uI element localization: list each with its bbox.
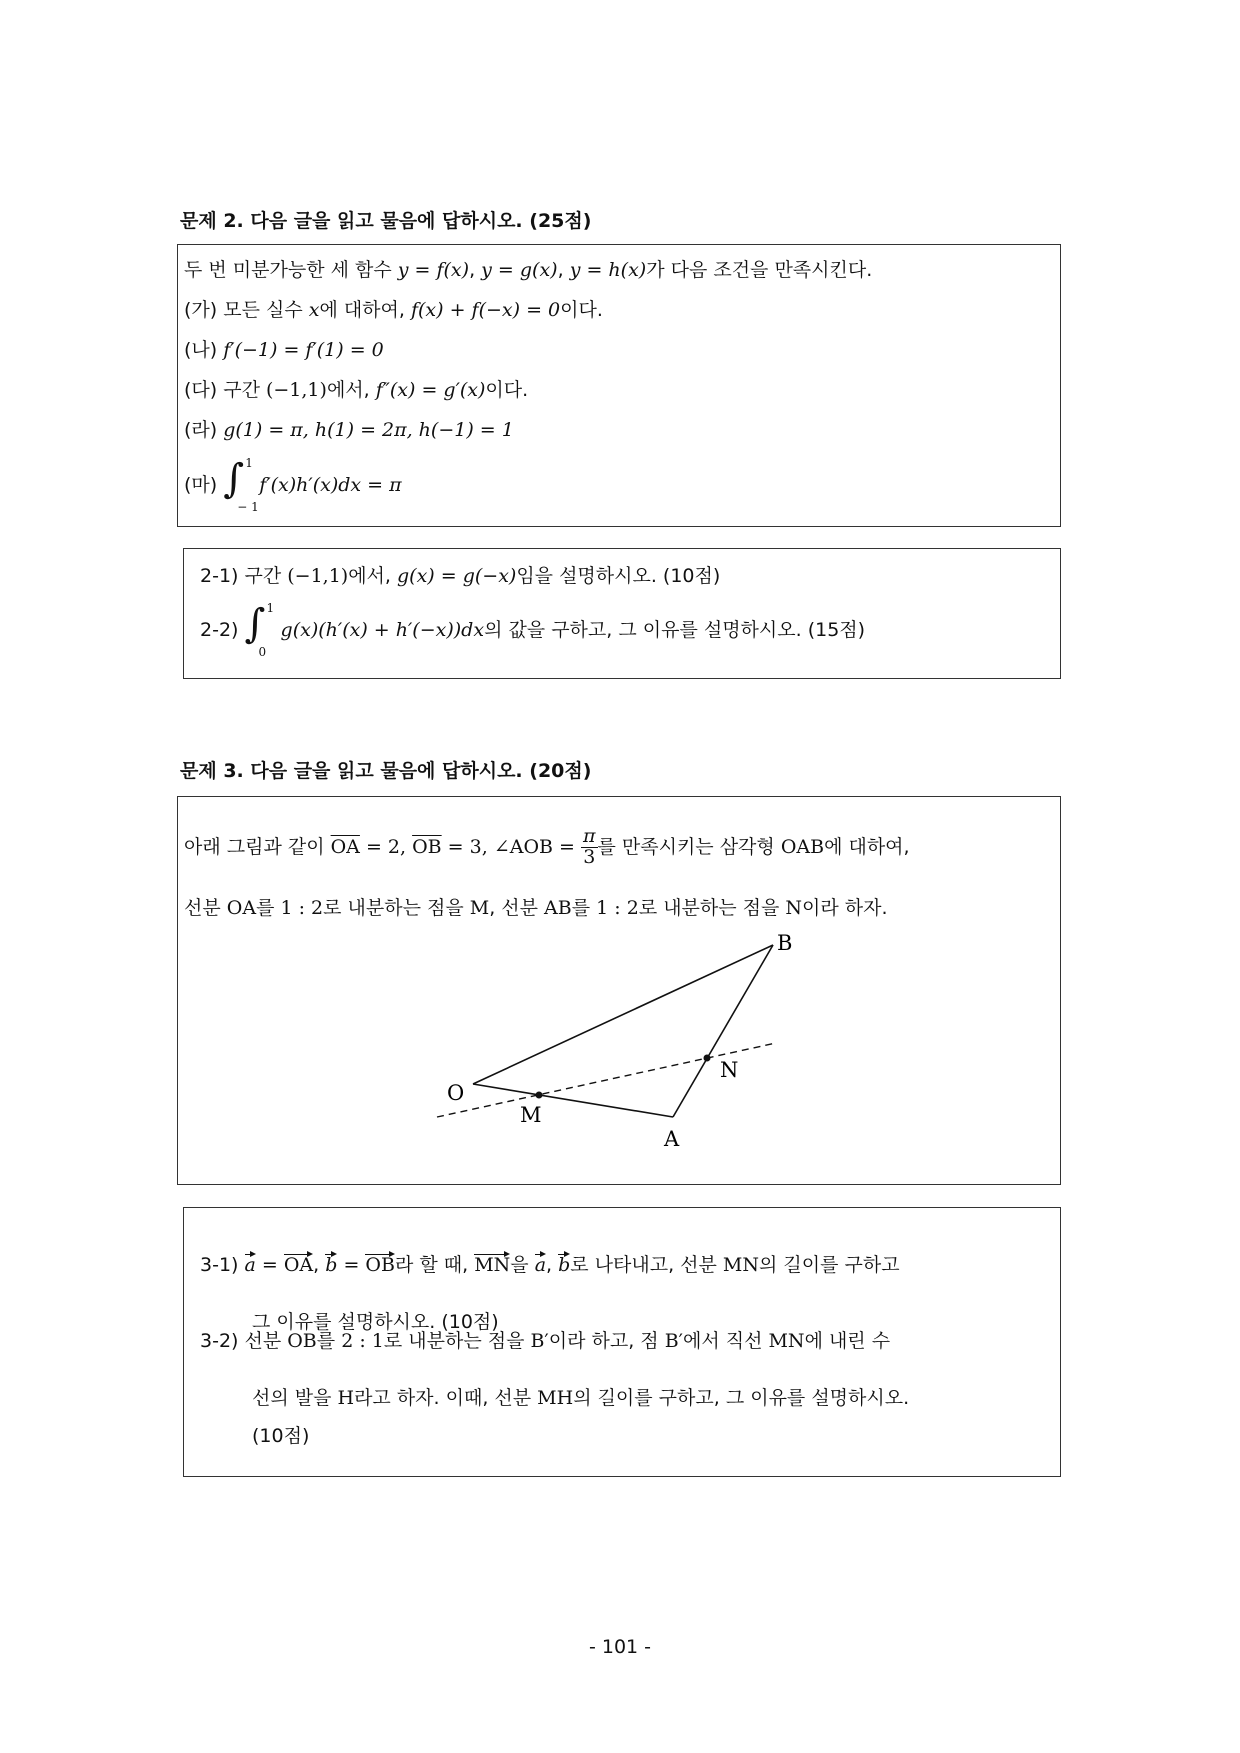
question-3-2: 3-2) 선분 OB를 2 : 1로 내분하는 점을 B′이라 하고, 점 B′에서 직선 MN에 내린 수	[200, 1330, 891, 1352]
pi-over-three: $\frac{\pi}{3}$	[583, 825, 596, 868]
vector-ob: OB	[365, 1254, 395, 1276]
question-3-2-continued: 선의 발을 H라고 하자. 이때, 선분 MH의 길이를 구하고, 그 이유를 설명하시오.	[252, 1387, 910, 1409]
condition-ra: (라) g(1) = π, h(1) = 2π, h(−1) = 1	[184, 419, 514, 441]
integral-sign: ∫ 1 0	[244, 600, 275, 659]
vector-mn: MN	[474, 1254, 511, 1276]
question-3-1-continued: 그 이유를 설명하시오. (10점)	[252, 1311, 499, 1333]
question-3-2-points: (10점)	[252, 1425, 310, 1447]
side-ab	[673, 945, 773, 1117]
page-number: - 101 -	[588, 1636, 652, 1658]
statement-line-1: 아래 그림과 같이 $\overline{OA} = 2$, $\overline{OB} = 3$, ∠AOB = $\frac{\pi}{3}$ 를 만족시키는 삼각형 OAB에 대하여,	[184, 825, 910, 868]
problem-2-heading: 문제 2. 다음 글을 읽고 물음에 답하시오. (25점)	[180, 210, 592, 232]
condition-da: (다) 구간 (−1,1)에서, f″(x) = g′(x)이다.	[184, 379, 529, 401]
condition-ma: (마) ∫ 1 − 1 f′(x)h′(x)dx = π	[184, 455, 402, 514]
question-3-1: 3-1) a = OA, b = OB라 할 때, MN을 a, b로 나타내고, 선분 MN의 길이를 구하고	[200, 1254, 900, 1276]
problem-3-questions-box	[183, 1207, 1061, 1477]
point-m	[536, 1092, 543, 1099]
label-m: M	[520, 1103, 542, 1127]
question-2-2: 2-2) ∫ 1 0 g(x)(h′(x) + h′(−x))dx의 값을 구하고, 그 이유를 설명하시오. (15점)	[200, 600, 866, 659]
label-o: O	[447, 1081, 465, 1105]
label-a: A	[664, 1127, 680, 1151]
vector-b: b	[325, 1254, 338, 1276]
statement-line-2: 선분 OA를 1 : 2로 내분하는 점을 M, 선분 AB를 1 : 2로 내분하는 점을 N이라 하자.	[184, 897, 888, 919]
label-n: N	[720, 1058, 739, 1082]
vector-a: a	[244, 1254, 256, 1276]
side-oa	[473, 1084, 673, 1117]
question-2-1: 2-1) 구간 (−1,1)에서, g(x) = g(−x)임을 설명하시오. (10점)	[200, 565, 721, 587]
condition-na: (나) f′(−1) = f′(1) = 0	[184, 339, 384, 361]
label-b: B	[777, 931, 793, 955]
condition-ga: (가) 모든 실수 x에 대하여, f(x) + f(−x) = 0이다.	[184, 299, 603, 321]
vector-oa: OA	[283, 1254, 314, 1276]
intro-line: 두 번 미분가능한 세 함수 y = f(x), y = g(x), y = h(x)가 다음 조건을 만족시킨다.	[184, 259, 873, 281]
point-n	[704, 1055, 711, 1062]
problem-3-heading: 문제 3. 다음 글을 읽고 물음에 답하시오. (20점)	[180, 760, 592, 782]
integral-sign: ∫ 1 − 1	[223, 455, 259, 514]
